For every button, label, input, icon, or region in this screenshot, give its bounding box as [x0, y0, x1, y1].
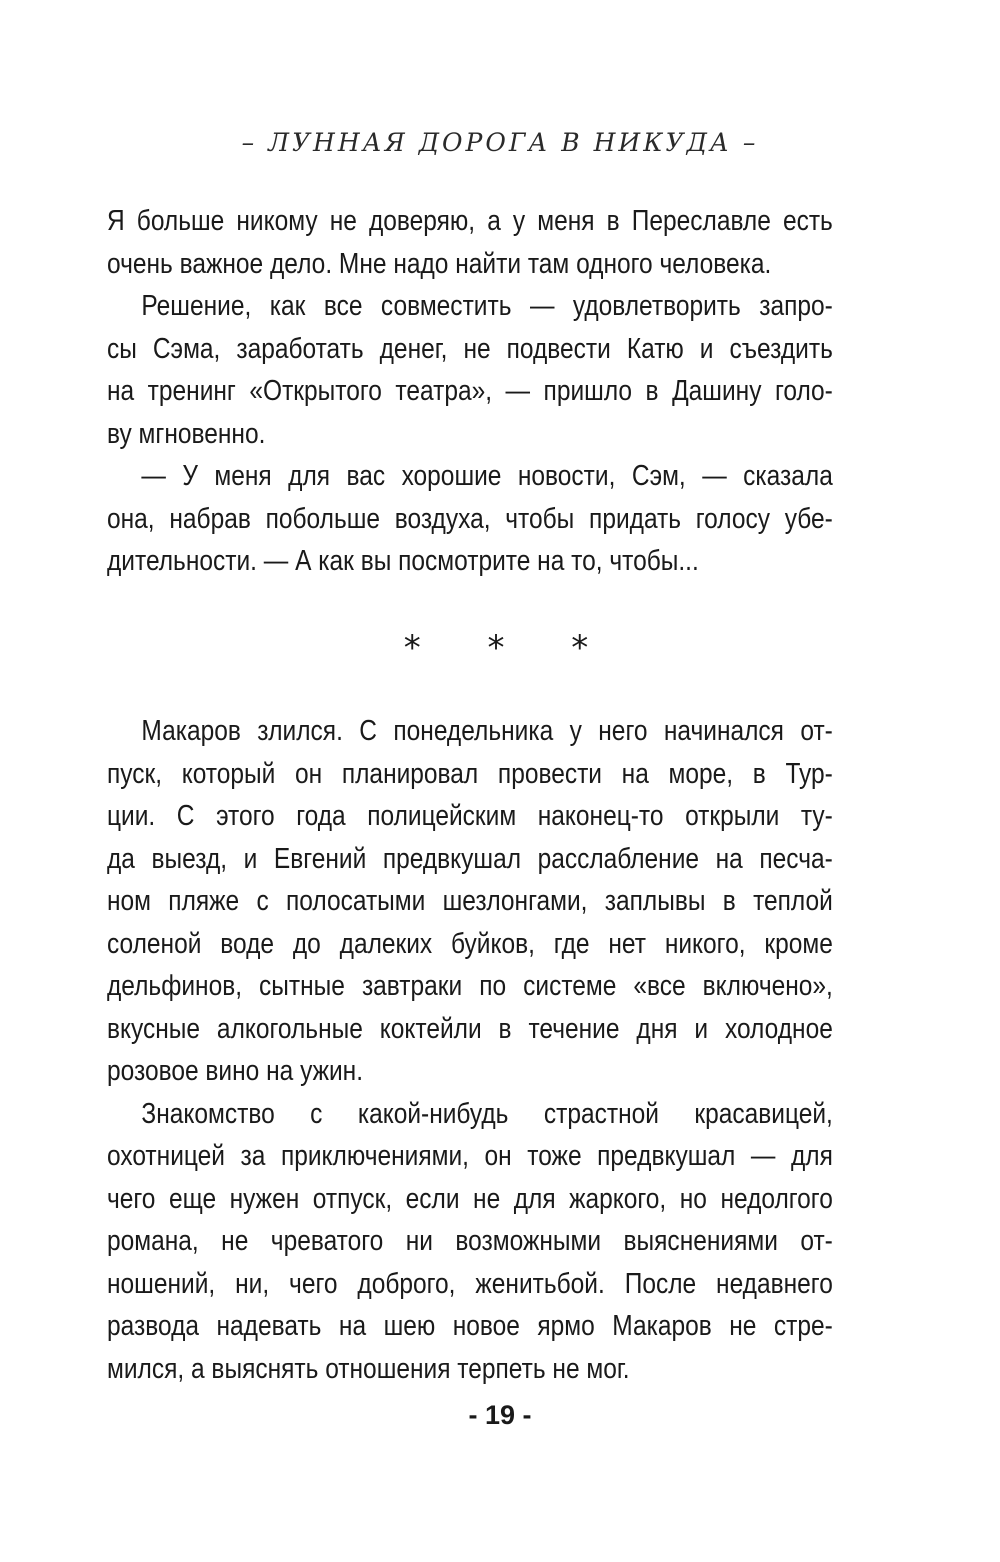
text-line: — У меня для вас хорошие новости, Сэм, — сказала: [141, 460, 833, 492]
text-line: Макаров злился. С понедельника у него начинался от-: [141, 715, 833, 747]
text-line: романа, не чреватого ни возможными выяснениями от-: [107, 1225, 833, 1257]
text-line: развода надевать на шею новое ярмо Макаров не стре-: [107, 1310, 833, 1342]
text-line: Знакомство с какой-нибудь страстной красавицей,: [141, 1097, 833, 1130]
text-line: сы Сэма, заработать денег, не подвести Катю и съездить: [107, 332, 833, 365]
text-line: соленой воде до далеких буйков, где нет никого, кроме: [107, 927, 833, 960]
text-line: дительности. — А как вы посмотрите на то, чтобы...: [107, 545, 699, 577]
text-line: на тренинг «Открытого театра», — пришло в Дашину голо-: [107, 375, 833, 407]
text-line: дельфинов, сытные завтраки по системе «все включено»,: [107, 970, 833, 1002]
text-line: мился, а выяснять отношения терпеть не мог.: [107, 1352, 630, 1385]
text-line: ву мгновенно.: [107, 417, 266, 450]
text-line: розовое вино на ужин.: [107, 1055, 364, 1087]
text-line: охотницей за приключениями, он тоже предвкушал — для: [107, 1140, 833, 1172]
text-line: да выезд, и Евгений предвкушал расслабление на песча-: [107, 842, 833, 875]
text-line: ции. С этого года полицейским наконец-то открыли ту-: [107, 800, 833, 832]
text-block-1: [107, 200, 833, 583]
text-line: пуск, который он планировал провести на море, в Тур-: [107, 757, 833, 790]
text-line: чего еще нужен отпуск, если не для жаркого, но недолгого: [107, 1182, 833, 1215]
page-number: - 19 -: [468, 1400, 532, 1430]
text-line: ном пляже с полосатыми шезлонгами, заплывы в теплой: [107, 885, 833, 917]
text-block-2: [107, 710, 833, 1390]
text-line: Я больше никому не доверяю, а у меня в Переславле есть: [107, 205, 833, 237]
text-line: она, набрав побольше воздуха, чтобы придать голосу убе-: [107, 502, 833, 535]
text-line: вкусные алкогольные коктейли в течение дня и холодное: [107, 1012, 833, 1045]
running-head: – ЛУННАЯ ДОРОГА В НИКУДА –: [241, 128, 759, 157]
text-line: ношений, ни, чего доброго, женитьбой. После недавнего: [107, 1267, 833, 1300]
text-line: очень важное дело. Мне надо найти там одного человека.: [107, 247, 772, 280]
text-line: Решение, как все совместить — удовлетворить запро-: [141, 290, 833, 322]
section-separator: * * *: [403, 628, 617, 668]
